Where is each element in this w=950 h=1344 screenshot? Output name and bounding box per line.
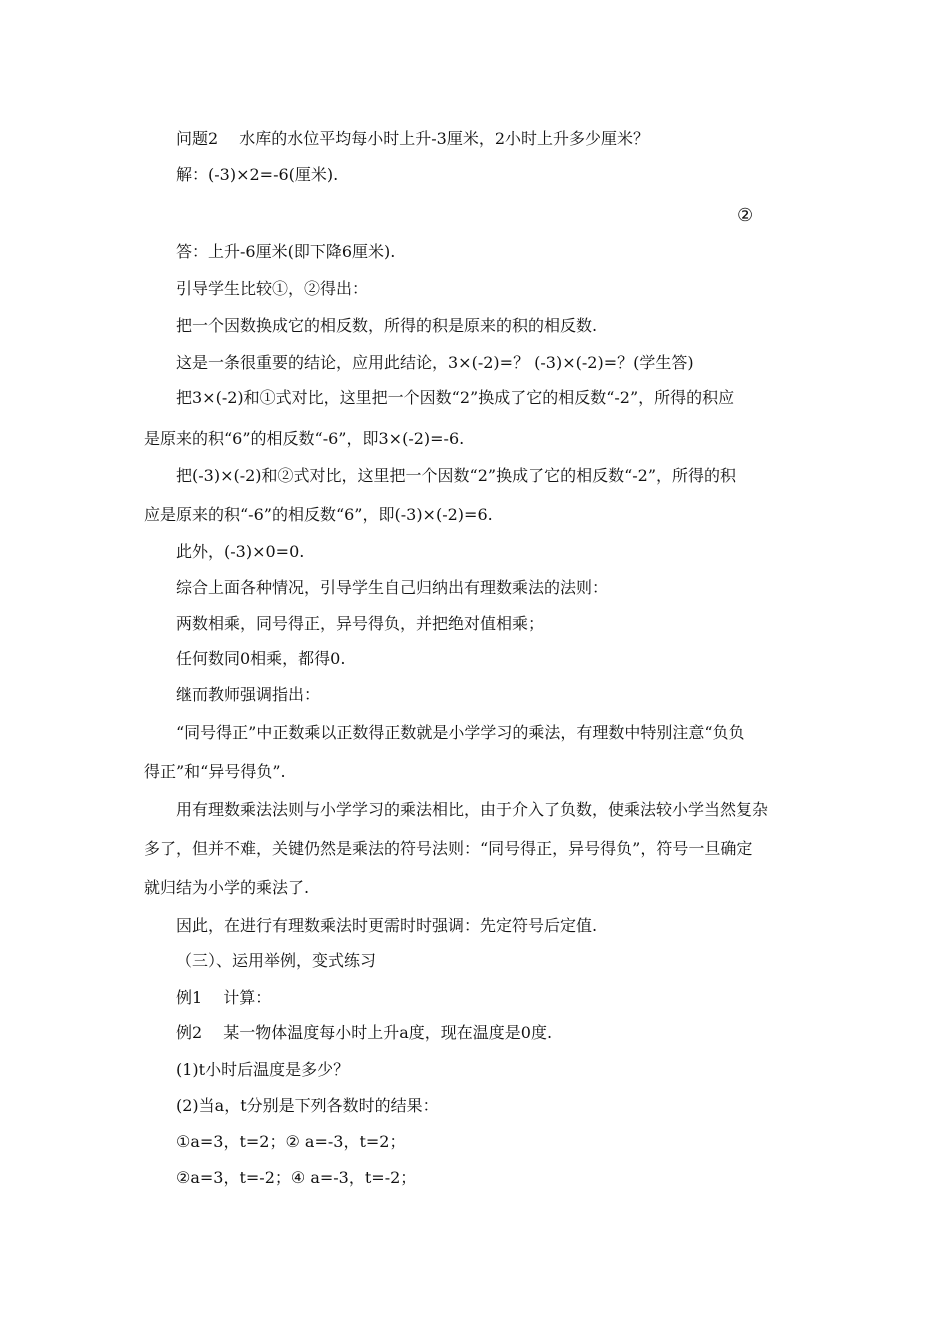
example-2-question-2: (2)当a，t分别是下列各数时的结果： — [176, 1096, 439, 1115]
emphasis-paragraph-a: “同号得正”中正数乘以正数得正数就是小学学习的乘法，有理数中特别注意“负负 — [176, 723, 745, 742]
compare-prompt: 引导学生比较①，②得出： — [176, 279, 369, 298]
rule-sign: 两数相乘，同号得正，异号得负，并把绝对值相乘； — [176, 614, 545, 633]
cases-1-2: ①a=3，t=2；② a=-3，t=2； — [176, 1132, 406, 1151]
section-heading-3: （三）、运用举例，变式练习 — [176, 951, 377, 970]
example-2-question-1: (1)t小时后温度是多少？ — [176, 1060, 350, 1079]
summary-prompt: 综合上面各种情况，引导学生自己归纳出有理数乘法的法则： — [176, 578, 609, 597]
equation-marker-2: ② — [737, 205, 754, 226]
paragraph-compare-2-a: 把(-3)×(-2)和②式对比，这里把一个因数“2”换成了它的相反数“-2”，所得的积 — [176, 466, 737, 485]
comparison-paragraph-a: 用有理数乘法法则与小学学习的乘法相比，由于介入了负数，使乘法较小学当然复杂 — [176, 800, 769, 819]
rule-zero: 任何数同0相乘，都得0. — [176, 649, 346, 668]
conclusion-application: 这是一条很重要的结论，应用此结论，3×(-2)=？ (-3)×(-2)=？(学生答) — [176, 353, 694, 372]
conclusion: 把一个因数换成它的相反数，所得的积是原来的积的相反数. — [176, 316, 598, 335]
teacher-emphasis: 继而教师强调指出： — [176, 685, 321, 704]
therefore-line: 因此，在进行有理数乘法时更需时时强调：先定符号后定值. — [176, 916, 598, 935]
cases-3-4: ②a=3，t=-2；④ a=-3，t=-2； — [176, 1168, 417, 1187]
comparison-paragraph-b: 多了，但并不难，关键仍然是乘法的符号法则：“同号得正，异号得负”，符号一旦确定 — [144, 839, 753, 858]
solution-line: 解：(-3)×2=-6(厘米). — [176, 165, 339, 184]
answer-line: 答：上升-6厘米(即下降6厘米). — [176, 242, 396, 261]
paragraph-compare-1-a: 把3×(-2)和①式对比，这里把一个因数“2”换成了它的相反数“-2”，所得的积应 — [176, 388, 735, 407]
comparison-paragraph-c: 就归结为小学的乘法了. — [144, 878, 310, 897]
paragraph-compare-2-b: 应是原来的积“-6”的相反数“6”，即(-3)×(-2)=6. — [144, 505, 493, 524]
problem-2: 问题2 水库的水位平均每小时上升-3厘米，2小时上升多少厘米？ — [176, 129, 650, 148]
example-1: 例1 计算： — [176, 988, 272, 1007]
example-2: 例2 某一物体温度每小时上升a度，现在温度是0度. — [176, 1023, 553, 1042]
paragraph-compare-1-b: 是原来的积“6”的相反数“-6”，即3×(-2)=-6. — [144, 429, 465, 448]
zero-case: 此外，(-3)×0=0. — [176, 542, 305, 561]
emphasis-paragraph-b: 得正”和“异号得负”. — [144, 762, 286, 781]
